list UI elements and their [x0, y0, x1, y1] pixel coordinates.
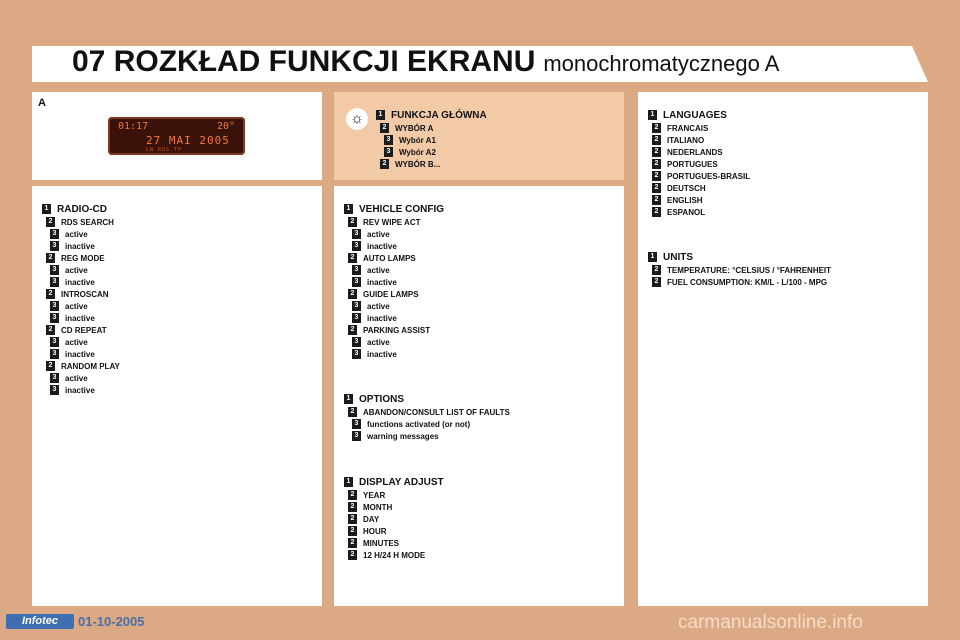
menu-label: VEHICLE CONFIG — [359, 203, 445, 215]
menu-row-level-2 — [0, 194, 750, 206]
level-badge: 2 — [348, 502, 357, 512]
menu-label: MONTH — [363, 502, 393, 512]
level-badge: 2 — [46, 289, 55, 299]
menu-row-level-2 — [0, 537, 444, 549]
menu-label: PORTUGUES — [667, 159, 718, 169]
level-badge: 3 — [352, 349, 361, 359]
level-badge: 3 — [352, 265, 361, 275]
footer-date: 01-10-2005 — [78, 614, 145, 629]
menu-label: inactive — [367, 349, 397, 359]
menu-row-level-2 — [0, 134, 750, 146]
menu-row-level-1 — [0, 475, 444, 489]
menu-label: GUIDE LAMPS — [363, 289, 419, 299]
menu-row-level-2 — [0, 276, 831, 288]
level-badge: 3 — [352, 241, 361, 251]
level-badge: 2 — [348, 289, 357, 299]
menu-label: active — [65, 373, 88, 383]
menu-row-level-1 — [0, 108, 750, 122]
menu-label: RANDOM PLAY — [61, 361, 120, 371]
menu-label: DEUTSCH — [667, 183, 706, 193]
level-badge: 2 — [652, 159, 661, 169]
menu-label: YEAR — [363, 490, 386, 500]
level-badge: 3 — [352, 419, 361, 429]
level-badge: 2 — [348, 538, 357, 548]
level-badge: 1 — [376, 110, 385, 120]
level-badge: 2 — [380, 123, 389, 133]
menu-label: FUNKCJA GŁÓWNA — [391, 109, 487, 121]
menu-row-level-3 — [0, 348, 444, 360]
menu-row-level-2 — [0, 288, 444, 300]
level-badge: 3 — [352, 229, 361, 239]
menu-row-level-2 — [0, 122, 750, 134]
menu-row-level-3 — [0, 228, 444, 240]
level-badge: 3 — [352, 313, 361, 323]
menu-label: REV WIPE ACT — [363, 217, 421, 227]
level-badge: 1 — [344, 204, 353, 214]
level-badge: 1 — [344, 394, 353, 404]
menu-label: functions activated (or not) — [367, 419, 471, 429]
level-badge: 2 — [652, 195, 661, 205]
menu-label: inactive — [367, 313, 397, 323]
menu-label: ITALIANO — [667, 135, 705, 145]
level-badge: 2 — [652, 265, 661, 275]
menu-label: active — [65, 265, 88, 275]
level-badge: 2 — [46, 217, 55, 227]
menu-row-level-2 — [0, 264, 831, 276]
level-badge: 2 — [652, 135, 661, 145]
level-badge: 2 — [348, 407, 357, 417]
menu-row-level-2 — [0, 158, 750, 170]
menu-row-level-2 — [0, 513, 444, 525]
menu-label: inactive — [65, 277, 95, 287]
menu-row-level-2 — [0, 182, 750, 194]
display-letter: A — [38, 97, 46, 109]
watermark: carmanualsonline.info — [678, 612, 863, 633]
level-badge: 3 — [50, 265, 59, 275]
menu-row-level-3 — [0, 372, 120, 384]
menu-label: WYBÓR B... — [395, 159, 441, 169]
level-badge: 2 — [348, 514, 357, 524]
menu-row-level-1 — [0, 250, 831, 264]
level-badge: 2 — [652, 147, 661, 157]
menu-row-level-2 — [0, 501, 444, 513]
menu-label: ESPANOL — [667, 207, 706, 217]
options-list — [0, 392, 510, 442]
menu-row-level-3 — [0, 430, 510, 442]
level-badge: 3 — [50, 301, 59, 311]
menu-label: ABANDON/CONSULT LIST OF FAULTS — [363, 407, 510, 417]
menu-label: FUEL CONSUMPTION: KM/L - L/100 - MPG — [667, 277, 828, 287]
menu-label: active — [367, 301, 390, 311]
menu-label: Wybór A1 — [399, 135, 436, 145]
menu-row-level-2 — [0, 203, 750, 218]
menu-label: active — [65, 301, 88, 311]
units-list — [0, 250, 831, 288]
menu-label: CD REPEAT — [61, 325, 107, 335]
lcd-date: 27 MAI 2005 — [146, 134, 230, 147]
menu-row-level-3 — [0, 312, 444, 324]
menu-label: HOUR — [363, 526, 387, 536]
menu-label: active — [367, 265, 390, 275]
menu-row-level-2 — [0, 489, 444, 501]
menu-label: UNITS — [663, 251, 693, 263]
level-badge: 3 — [50, 241, 59, 251]
level-badge: 2 — [348, 325, 357, 335]
menu-label: INTROSCAN — [61, 289, 109, 299]
menu-label: OPTIONS — [359, 393, 405, 405]
lamp-icon: ☼ — [346, 108, 368, 130]
menu-label: inactive — [65, 241, 95, 251]
menu-label: inactive — [65, 313, 95, 323]
level-badge: 1 — [344, 477, 353, 487]
level-badge: 2 — [652, 207, 661, 217]
level-badge: 2 — [348, 217, 357, 227]
menu-label: active — [367, 229, 390, 239]
menu-row-level-1 — [0, 392, 510, 406]
level-badge: 3 — [50, 229, 59, 239]
level-badge: 2 — [348, 490, 357, 500]
menu-row-level-2 — [0, 549, 444, 561]
menu-label: inactive — [367, 241, 397, 251]
menu-row-level-2 — [0, 406, 510, 418]
menu-label: 12 H/24 H MODE — [363, 550, 426, 560]
menu-row-level-3 — [0, 336, 444, 348]
menu-row-level-2 — [0, 525, 444, 537]
level-badge: 1 — [648, 252, 657, 262]
menu-label: active — [65, 337, 88, 347]
level-badge: 3 — [50, 277, 59, 287]
level-badge: 3 — [50, 385, 59, 395]
level-badge: 1 — [42, 204, 51, 214]
menu-label: FRANCAIS — [667, 123, 709, 133]
level-badge: 1 — [648, 110, 657, 120]
level-badge: 3 — [352, 337, 361, 347]
level-badge: 3 — [352, 431, 361, 441]
menu-label: Wybór A2 — [399, 147, 436, 157]
lcd-indicators: LN RDS TP — [146, 147, 183, 153]
level-badge: 3 — [384, 135, 393, 145]
level-badge: 3 — [352, 277, 361, 287]
level-badge: 3 — [384, 147, 393, 157]
menu-label: NEDERLANDS — [667, 147, 723, 157]
menu-label: TEMPERATURE: °CELSIUS / °FAHRENHEIT — [667, 265, 832, 275]
display-adjust-list — [0, 475, 444, 561]
menu-row-level-3 — [0, 300, 444, 312]
lcd-temperature: 20° — [216, 121, 235, 132]
menu-label: PORTUGUES-BRASIL — [667, 171, 751, 181]
menu-label: PARKING ASSIST — [363, 325, 431, 335]
page-title — [72, 45, 779, 83]
lcd-time: 01:17 — [118, 121, 149, 132]
menu-label: inactive — [367, 277, 397, 287]
menu-row-level-2 — [0, 170, 750, 182]
title-subtitle: monochromatycznego A — [543, 51, 780, 76]
level-badge: 2 — [652, 277, 661, 287]
menu-row-level-2 — [0, 360, 120, 372]
menu-label: RDS SEARCH — [61, 217, 114, 227]
level-badge: 3 — [352, 301, 361, 311]
menu-label: RADIO-CD — [57, 203, 107, 215]
menu-row-level-2 — [0, 146, 750, 158]
level-badge: 2 — [46, 253, 55, 263]
infotec-logo: Infotec — [6, 614, 74, 629]
menu-label: active — [367, 337, 390, 347]
menu-label: inactive — [65, 385, 95, 395]
menu-row-level-3 — [0, 418, 510, 430]
languages-list — [0, 108, 750, 218]
level-badge: 2 — [652, 123, 661, 133]
menu-label: DAY — [363, 514, 380, 524]
menu-label: LANGUAGES — [663, 109, 727, 121]
level-badge: 2 — [652, 183, 661, 193]
level-badge: 3 — [50, 373, 59, 383]
menu-label: WYBÓR A — [395, 123, 434, 133]
title-main: 07 ROZKŁAD FUNKCJI EKRANU — [72, 45, 536, 78]
level-badge: 3 — [50, 337, 59, 347]
level-badge: 2 — [348, 550, 357, 560]
menu-label: MINUTES — [363, 538, 399, 548]
level-badge: 2 — [348, 253, 357, 263]
menu-label: AUTO LAMPS — [363, 253, 416, 263]
menu-label: warning messages — [367, 431, 439, 441]
level-badge: 2 — [46, 325, 55, 335]
menu-label: ENGLISH — [667, 195, 703, 205]
menu-label: DISPLAY ADJUST — [359, 476, 444, 488]
level-badge: 2 — [380, 159, 389, 169]
menu-label: inactive — [65, 349, 95, 359]
level-badge: 2 — [46, 361, 55, 371]
menu-label: REG MODE — [61, 253, 105, 263]
menu-row-level-2 — [0, 324, 444, 336]
menu-label: active — [65, 229, 88, 239]
level-badge: 3 — [50, 349, 59, 359]
level-badge: 2 — [652, 171, 661, 181]
level-badge: 2 — [348, 526, 357, 536]
level-badge: 3 — [50, 313, 59, 323]
